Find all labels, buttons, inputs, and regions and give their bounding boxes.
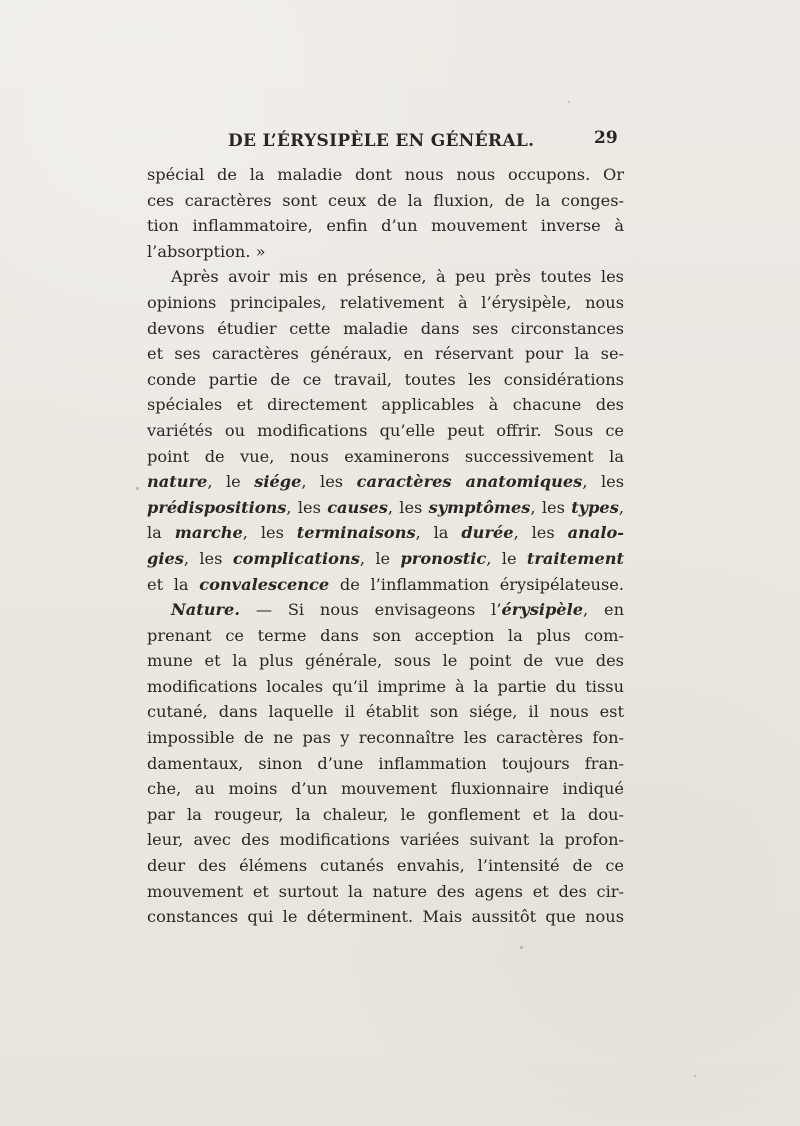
- text-line: par la rougeur, la chaleur, le gonflement et la dou-: [147, 804, 624, 824]
- text-line: cutané, dans laquelle il établit son siége, il nous est: [147, 702, 624, 722]
- text-line: spéciales et directement applicables à chacune des: [147, 395, 624, 415]
- text-line: devons étudier cette maladie dans ses circonstances: [147, 318, 624, 338]
- text-line: deur des élémens cutanés envahis, l’intensité de ce: [147, 856, 624, 876]
- plain-text: , les: [530, 497, 572, 517]
- emphasis-text: causes: [327, 497, 388, 517]
- emphasis-text: analo-: [567, 523, 624, 543]
- plain-text: et la: [147, 574, 200, 594]
- text-line: prenant ce terme dans son acception la plus com-: [147, 625, 624, 645]
- text-line: l’absorption. »: [147, 241, 266, 261]
- emphasis-text: prédispositions: [147, 497, 287, 517]
- emphasis-line: [147, 469, 624, 495]
- emphasis-text: symptômes: [428, 497, 531, 517]
- plain-text: , les: [513, 523, 568, 543]
- text-line: mouvement et surtout la nature des agens et des cir-: [147, 881, 624, 901]
- page-number: 29: [594, 128, 618, 148]
- emphasis-text: complications: [232, 548, 360, 568]
- text-line: tion inflammatoire, enfin d’un mouvement inverse à: [147, 216, 624, 236]
- text-line: impossible de ne pas y reconnaître les caractères fon-: [147, 728, 624, 748]
- text-line: damentaux, sinon d’une inflammation toujours fran-: [147, 753, 624, 773]
- emphasis-line: [147, 546, 624, 572]
- text-line: et ses caractères généraux, en réservant pour la se-: [147, 344, 624, 364]
- section-heading: Nature.: [171, 600, 240, 620]
- emphasis-line: [147, 572, 624, 598]
- text-line: che, au moins d’un mouvement fluxionnaire indiqué: [147, 779, 624, 799]
- emphasis-text: types: [571, 497, 619, 517]
- plain-text: la: [147, 523, 175, 543]
- emphasis-text: caractères anatomiques: [356, 472, 583, 492]
- plain-text: , les: [582, 472, 624, 492]
- text-line: spécial de la maladie dont nous nous occupons. Or: [147, 165, 624, 184]
- emphasis-text: nature: [147, 472, 208, 492]
- emphasis-line: [147, 495, 624, 521]
- text-line: mune et la plus générale, sous le point de vue des: [147, 651, 624, 671]
- emphasis-text: marche: [174, 523, 243, 543]
- plain-text: ,: [618, 497, 624, 517]
- emphasis-text: durée: [461, 523, 514, 543]
- emphasis-text: terminaisons: [296, 523, 416, 543]
- plain-text: , les: [301, 472, 357, 492]
- main-text: [147, 162, 624, 930]
- text-line: ces caractères sont ceux de la fluxion, de la conges-: [147, 190, 624, 210]
- text-line: leur, avec des modifications variées suivant la profon-: [147, 830, 624, 850]
- emphasis-text: traitement: [526, 548, 624, 568]
- plain-text: , la: [415, 523, 462, 543]
- plain-text: , le: [207, 472, 255, 492]
- plain-text: , les: [242, 523, 297, 543]
- text-line: constances qui le déterminent. Mais aussitôt que nous: [147, 907, 624, 927]
- paragraph-first-line: Après avoir mis en présence, à peu près toutes les: [171, 267, 624, 287]
- page-speck: [520, 946, 523, 949]
- page-speck: [694, 1075, 696, 1077]
- running-title: DE L’ÉRYSIPÈLE EN GÉNÉRAL.: [228, 131, 535, 151]
- text-line: conde partie de ce travail, toutes les considérations: [147, 369, 624, 389]
- plain-text: , les: [387, 497, 429, 517]
- plain-text: , le: [486, 548, 527, 568]
- page-speck: [568, 101, 570, 103]
- text-line: opinions principales, relativement à l’érysipèle, nous: [147, 292, 624, 312]
- plain-text: — Si nous envisageons l’: [240, 600, 502, 620]
- section-heading-line: [147, 597, 624, 623]
- text-line: modifications locales qu’il imprime à la partie du tissu: [147, 676, 624, 696]
- emphasis-text: siége: [254, 472, 302, 492]
- plain-text: , le: [359, 548, 401, 568]
- text-line: point de vue, nous examinerons successivement la: [147, 446, 624, 466]
- plain-text: , en: [583, 600, 624, 620]
- plain-text: , les: [183, 548, 233, 568]
- emphasis-text: pronostic: [400, 548, 487, 568]
- emphasis-line: [147, 520, 624, 546]
- page-header: [0, 128, 800, 160]
- page-speck: [136, 487, 139, 490]
- text-line: variétés ou modifications qu’elle peut offrir. Sous ce: [147, 420, 624, 440]
- emphasis-text: érysipèle: [501, 600, 584, 620]
- emphasis-text: gies: [147, 548, 184, 568]
- plain-text: , les: [286, 497, 328, 517]
- emphasis-text: convalescence: [199, 574, 330, 594]
- plain-text: de l’inflammation érysipélateuse.: [329, 574, 624, 594]
